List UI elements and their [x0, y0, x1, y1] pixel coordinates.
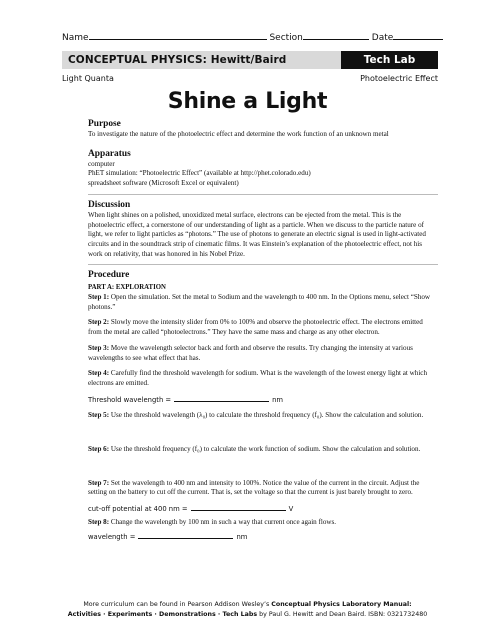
cutoff-potential-field[interactable]: [191, 504, 286, 511]
date-field[interactable]: [393, 30, 443, 40]
wavelength-field[interactable]: [138, 532, 233, 539]
footer-credits: by Paul G. Hewitt and Dean Baird. ISBN: 0321732480: [257, 611, 428, 618]
banner-title: CONCEPTUAL PHYSICS: Hewitt/Baird: [68, 54, 287, 66]
step-label: Step 2:: [88, 318, 110, 327]
step-text: Carefully find the threshold wavelength for sodium. What is the wavelength of the lowest energy light at which electrons are emitted.: [88, 369, 427, 387]
footer-book-title: Conceptual Physics Laboratory Manual:: [271, 601, 412, 608]
header-banner: [62, 51, 438, 69]
wavelength-label: wavelength =: [88, 532, 136, 541]
section-label: Section: [269, 33, 303, 43]
step-label: Step 8:: [88, 517, 110, 526]
step-6: [88, 445, 438, 455]
name-field[interactable]: [89, 30, 267, 40]
step-text: Use the threshold wavelength (λ₀) to calculate the threshold frequency (f₀). Show the calculation and solution.: [110, 411, 424, 420]
step-7: [88, 479, 438, 498]
tech-lab-tag: Tech Lab: [341, 51, 438, 69]
unit-label: Light Quanta: [62, 74, 114, 83]
wavelength-line: [88, 532, 438, 543]
section-divider: [88, 264, 438, 265]
step-3: [88, 344, 438, 363]
purpose-text: To investigate the nature of the photoelectric effect and determine the work function of an unknown metal: [88, 130, 389, 138]
footer-line-2: [0, 610, 495, 620]
step-label: Step 5:: [88, 411, 110, 420]
step-4: [88, 369, 438, 388]
part-a-heading: PART A: EXPLORATION: [88, 284, 166, 292]
section-field[interactable]: [303, 30, 369, 40]
step-2: [88, 318, 438, 337]
section-divider: [88, 194, 438, 195]
step-text: Change the wavelength by 100 nm in such a way that current once again flows.: [110, 517, 337, 526]
step-text: Open the simulation. Set the metal to Sodium and the wavelength to 400 nm. In the Options menu, select “Show photons.”: [88, 293, 431, 311]
step-label: Step 6:: [88, 445, 110, 454]
name-label: Name: [62, 33, 89, 43]
step-text: Slowly move the intensity slider from 0% to 100% and observe the photoelectric effect. The electrons emitted from the metal are called “photoelectrons.” They have the same mass and charge as any other electron.: [88, 318, 423, 337]
discussion-text: When light shines on a polished, unoxidized metal surface, electrons can be ejected from the metal. This is the photoelectric effect, a cornerstone of our understanding of light as a particle. When we discuss to the particle nature of light, we refer to light particles as “photons.” The use of photons to generate an electric signal is used in light-activated circuits and in the soundtrack strip of cinematic films. It was Einstein’s explanation of the photoelectric effect, not his work on relativity, that was honored in his Nobel Prize.: [88, 210, 426, 258]
step-label: Step 4:: [88, 369, 110, 378]
student-info-line: [62, 30, 438, 43]
procedure-heading: Procedure: [88, 270, 130, 281]
cutoff-label: cut-off potential at 400 nm =: [88, 505, 188, 514]
footer-book-subtitle: Activities · Experiments · Demonstrations · Tech Labs: [67, 611, 258, 618]
cutoff-unit: V: [288, 505, 294, 514]
threshold-unit: nm: [272, 395, 284, 404]
step-5: [88, 411, 438, 421]
footer-text: More curriculum can be found in Pearson Addison Wesley’s: [83, 601, 272, 608]
apparatus-item: spreadsheet software (Microsoft Excel or equivalent): [88, 179, 239, 188]
wavelength-unit: nm: [236, 532, 248, 541]
apparatus-heading: Apparatus: [88, 148, 131, 159]
cutoff-potential-line: [88, 504, 438, 515]
step-label: Step 1:: [88, 293, 110, 302]
footer-line-1: [0, 600, 495, 610]
step-8: [88, 518, 438, 528]
date-label: Date: [371, 33, 394, 43]
step-label: Step 3:: [88, 343, 110, 352]
apparatus-item: computer: [88, 159, 115, 168]
topic-label: Photoelectric Effect: [360, 74, 438, 83]
step-label: Step 7:: [88, 478, 110, 487]
threshold-label: Threshold wavelength =: [88, 395, 172, 404]
page-title: Shine a Light: [167, 89, 328, 114]
page-footer: [0, 600, 495, 620]
lab-content: [88, 118, 438, 542]
threshold-wavelength-field[interactable]: [174, 395, 269, 402]
threshold-wavelength-line: [88, 395, 438, 406]
step-1: [88, 293, 438, 312]
step-text: Set the wavelength to 400 nm and intensity to 100%. Notice the value of the current in the circuit. Adjust the setting on the battery to cut off the current. That is, set the voltage so that the current is just barely brought to zero.: [88, 478, 420, 497]
step-text: Use the threshold frequency (f₀) to calculate the work function of sodium. Show the calculation and solution.: [110, 445, 421, 454]
step-text: Move the wavelength selector back and forth and observe the results. Try changing the intensity at various wavelengths to see what effect that has.: [88, 343, 413, 362]
apparatus-item: PhET simulation: “Photoelectric Effect” (available at http://phet.colorado.edu): [88, 169, 311, 178]
purpose-heading: Purpose: [88, 119, 121, 129]
discussion-heading: Discussion: [88, 199, 131, 210]
